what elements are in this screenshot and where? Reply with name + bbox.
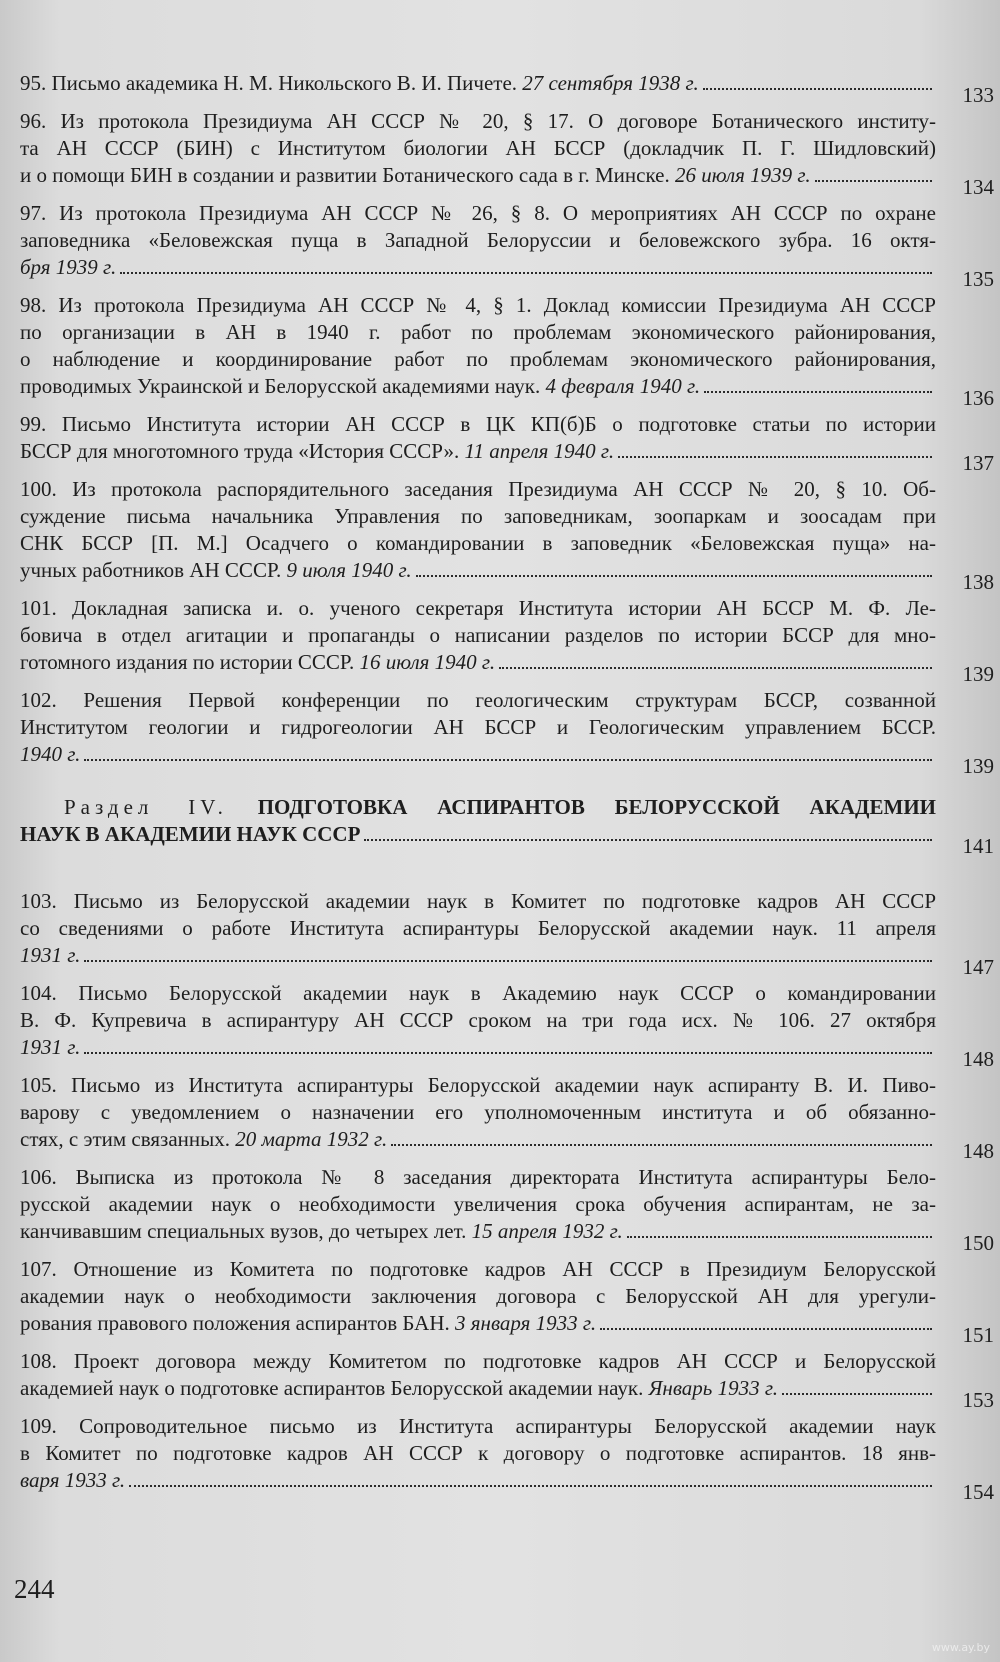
toc-entry-date: 15 апреля 1932 г. <box>471 1219 623 1243</box>
toc-entry-line: варову с уведомлением о назначении его уполномоченным института и об обязанно- <box>20 1100 936 1124</box>
dot-leader <box>703 88 932 90</box>
toc-page-number[interactable]: 148 <box>962 1139 994 1163</box>
toc-entry-date: 1940 г. <box>20 742 81 766</box>
toc-entry-date: 16 июля 1940 г. <box>359 650 496 674</box>
toc-entry <box>20 595 994 686</box>
toc-page-number[interactable]: 134 <box>962 175 994 199</box>
toc-entry <box>20 70 994 107</box>
toc-entry-line: 100. Из протокола распорядительного заседания Президиума АН СССР № 20, § 10. Об- <box>20 477 936 501</box>
toc-entry-line: 102. Решения Первой конференции по геологическим структурам БССР, созванной <box>20 688 936 712</box>
toc-entry-line: 96. Из протокола Президиума АН СССР № 20, § 17. О договоре Ботанического институ- <box>20 109 936 133</box>
section-heading <box>20 794 994 858</box>
toc-entry-text: и о помощи БИН в создании и развитии Ботанического сада в г. Минске. <box>20 163 670 187</box>
toc-entry-date: 20 марта 1932 г. <box>235 1127 388 1151</box>
dot-leader <box>129 1485 932 1487</box>
dot-leader <box>84 960 932 962</box>
toc-entry-last-line <box>20 942 936 969</box>
section-page-number[interactable]: 141 <box>962 834 994 858</box>
toc-page-number[interactable]: 136 <box>962 386 994 410</box>
dot-leader <box>84 1052 932 1054</box>
toc-page-number[interactable]: 150 <box>962 1231 994 1255</box>
toc-entry-last-line <box>20 1218 936 1245</box>
toc-entry <box>20 980 994 1071</box>
dot-leader <box>499 667 932 669</box>
toc-entry-line: 98. Из протокола Президиума АН СССР № 4, § 1. Доклад комиссии Президиума АН СССР <box>20 293 936 317</box>
dot-leader <box>391 1144 932 1146</box>
toc-entry-line: 101. Докладная записка и. о. ученого секретаря Института истории АН БССР М. Ф. Ле- <box>20 596 936 620</box>
toc-entry-line: русской академии наук о необходимости увеличения срока обучения аспирантам, не за- <box>20 1192 936 1216</box>
toc-page-number[interactable]: 133 <box>962 83 994 107</box>
toc-entry-line: по организации в АН в 1940 г. работ по проблемам экономического районирования, <box>20 320 936 344</box>
toc-entry-date: 4 февраля 1940 г. <box>545 374 701 398</box>
section-label: Раздел IV. <box>64 795 228 819</box>
toc-page-number[interactable]: 147 <box>962 955 994 979</box>
toc-entry-line: 108. Проект договора между Комитетом по подготовке кадров АН СССР и Белорусской <box>20 1349 936 1373</box>
toc-entry-text: рования правового положения аспирантов БАН. <box>20 1311 450 1335</box>
toc-entry-line: бовича в отдел агитации и пропаганды о написании разделов по истории БССР для мно- <box>20 623 936 647</box>
toc-entry-line: суждение письма начальника Управления по заповедникам, зоопаркам и зоосадам при <box>20 504 936 528</box>
toc-entry-last-line <box>20 438 936 465</box>
dot-leader <box>704 391 932 393</box>
toc-entry-date: 3 января 1933 г. <box>455 1311 597 1335</box>
toc-entry-last-line <box>20 1375 936 1402</box>
toc-entry-line: 105. Письмо из Института аспирантуры Белорусской академии наук аспиранту В. И. Пиво- <box>20 1073 936 1097</box>
toc-entry <box>20 1413 994 1504</box>
toc-page-number[interactable]: 153 <box>962 1388 994 1412</box>
toc-entry-line: 97. Из протокола Президиума АН СССР № 26, § 8. О мероприятиях АН СССР по охране <box>20 201 936 225</box>
watermark: www.ay.by <box>931 1641 990 1654</box>
toc-entry <box>20 108 994 199</box>
section-heading-line <box>20 821 936 848</box>
toc-entry-date: Январь 1933 г. <box>648 1376 779 1400</box>
table-of-contents <box>20 70 998 1505</box>
section-heading-line <box>20 794 936 821</box>
toc-entry-line: Институтом геологии и гидрогеологии АН БССР и Геологическим управлением БССР. <box>20 715 936 739</box>
toc-entry-line: со сведениями о работе Института аспирантуры Белорусской академии наук. 11 апреля <box>20 916 936 940</box>
toc-entry-line: академии наук о необходимости заключения договора с Белорусской АН для урегули- <box>20 1284 936 1308</box>
dot-leader <box>815 180 932 182</box>
toc-entry-text: БССР для многотомного труда «История СССР». <box>20 439 460 463</box>
toc-entry-line: заповедника «Беловежская пуща в Западной Белоруссии и беловежского зубра. 16 октя- <box>20 228 936 252</box>
dot-leader <box>627 1236 932 1238</box>
toc-entry-text: 95. Письмо академика Н. М. Никольского В. И. Пичете. <box>20 71 518 95</box>
toc-entry-date: 11 апреля 1940 г. <box>464 439 615 463</box>
toc-entry-last-line <box>20 162 936 189</box>
page-number: 244 <box>14 1574 55 1604</box>
toc-entry <box>20 687 994 778</box>
toc-page-number[interactable]: 139 <box>962 754 994 778</box>
toc-page-number[interactable]: 154 <box>962 1480 994 1504</box>
toc-entry <box>20 1348 994 1412</box>
section-title-part-2: НАУК В АКАДЕМИИ НАУК СССР <box>20 822 361 846</box>
section-title-part-1: ПОДГОТОВКА АСПИРАНТОВ БЕЛОРУССКОЙ АКАДЕМИИ <box>257 795 936 819</box>
toc-entry-text: учных работников АН СССР. <box>20 558 282 582</box>
toc-page-number[interactable]: 139 <box>962 662 994 686</box>
dot-leader <box>600 1328 932 1330</box>
toc-entry-last-line <box>20 649 936 676</box>
toc-entry-line: В. Ф. Купревича в аспирантуру АН СССР сроком на три года исх. № 106. 27 октября <box>20 1008 936 1032</box>
toc-entry-last-line <box>20 254 936 281</box>
toc-entry-last-line <box>20 70 936 97</box>
toc-entry-date: 1931 г. <box>20 943 81 967</box>
toc-entry-text: готомного издания по истории СССР. <box>20 650 355 674</box>
toc-page-number[interactable]: 135 <box>962 267 994 291</box>
toc-entry-last-line <box>20 557 936 584</box>
toc-entry <box>20 1256 994 1347</box>
toc-page-number[interactable]: 138 <box>962 570 994 594</box>
toc-entry <box>20 888 994 979</box>
toc-entry-text: стях, с этим связанных. <box>20 1127 230 1151</box>
toc-entry <box>20 476 994 594</box>
toc-entry <box>20 292 994 410</box>
dot-leader <box>120 272 932 274</box>
toc-entry-line: 106. Выписка из протокола № 8 заседания директората Института аспирантуры Бело- <box>20 1165 936 1189</box>
toc-entry-line: в Комитет по подготовке кадров АН СССР к договору о подготовке аспирантов. 18 янв- <box>20 1441 936 1465</box>
toc-entry-last-line <box>20 1467 936 1494</box>
toc-entry-last-line <box>20 373 936 400</box>
dot-leader <box>618 456 932 458</box>
toc-entry-date: варя 1933 г. <box>20 1468 126 1492</box>
toc-entry-text: академией наук о подготовке аспирантов Белорусской академии наук. <box>20 1376 644 1400</box>
toc-entry-line: 104. Письмо Белорусской академии наук в Академию наук СССР о командировании <box>20 981 936 1005</box>
dot-leader <box>364 839 932 841</box>
toc-entry-date: 26 июля 1939 г. <box>674 163 811 187</box>
toc-entry-line: 109. Сопроводительное письмо из Института аспирантуры Белорусской академии наук <box>20 1414 936 1438</box>
toc-entry-line: СНК БССР [П. М.] Осадчего о командировании в заповедник «Беловежская пуща» на- <box>20 531 936 555</box>
toc-page-number[interactable]: 151 <box>962 1323 994 1347</box>
toc-entry-date: 1931 г. <box>20 1035 81 1059</box>
toc-entry-line: та АН СССР (БИН) с Институтом биологии АН БССР (докладчик П. Г. Шидловский) <box>20 136 936 160</box>
toc-entry-last-line <box>20 741 936 768</box>
dot-leader <box>782 1393 932 1395</box>
toc-entry-last-line <box>20 1126 936 1153</box>
toc-entry-last-line <box>20 1310 936 1337</box>
toc-entry-text: канчивавшим специальных вузов, до четырех лет. <box>20 1219 467 1243</box>
dot-leader <box>416 575 932 577</box>
toc-entry <box>20 411 994 475</box>
toc-entry <box>20 200 994 291</box>
toc-entry <box>20 1072 994 1163</box>
toc-entry-last-line <box>20 1034 936 1061</box>
toc-entry-line: 107. Отношение из Комитета по подготовке кадров АН СССР в Президиум Белорусской <box>20 1257 936 1281</box>
dot-leader <box>84 759 932 761</box>
toc-page-number[interactable]: 148 <box>962 1047 994 1071</box>
toc-entry-date: 9 июля 1940 г. <box>286 558 412 582</box>
toc-entry-date: бря 1939 г. <box>20 255 117 279</box>
toc-entry-line: о наблюдение и координирование работ по проблемам экономического районирования, <box>20 347 936 371</box>
toc-entry <box>20 1164 994 1255</box>
toc-page-number[interactable]: 137 <box>962 451 994 475</box>
toc-entry-date: 27 сентября 1938 г. <box>522 71 699 95</box>
toc-entry-text: проводимых Украинской и Белорусской академиями наук. <box>20 374 541 398</box>
toc-entry-line: 99. Письмо Института истории АН СССР в ЦК КП(б)Б о подготовке статьи по истории <box>20 412 936 436</box>
toc-entry-line: 103. Письмо из Белорусской академии наук в Комитет по подготовке кадров АН СССР <box>20 889 936 913</box>
